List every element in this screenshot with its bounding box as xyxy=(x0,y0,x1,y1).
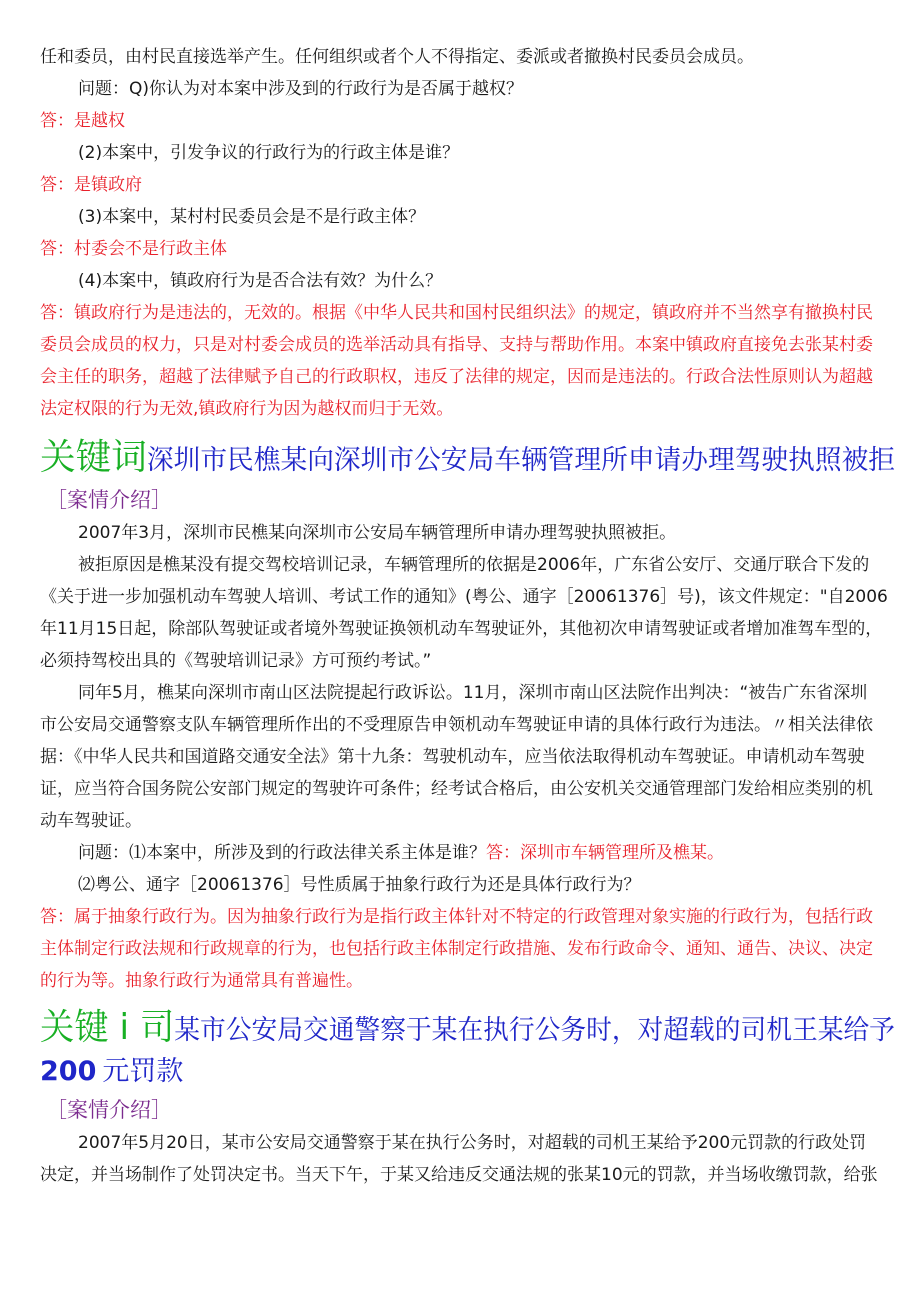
paragraph-line: 决定，并当场制作了处罚决定书。当天下午，于某又给违反交通法规的张某10元的罚款，并当场收缴罚款，给张 xyxy=(40,1165,878,1185)
paragraph-line: 动车驾驶证。 xyxy=(40,811,142,831)
section-title: 某市公安局交通警察于某在执行公务时，对超载的司机王某给予 xyxy=(174,1015,895,1046)
keyword-label: 关键 i 司 xyxy=(40,1007,175,1048)
answer-4-line: 法定权限的行为无效,镇政府行为因为越权而归于无效。 xyxy=(40,399,454,419)
answer-line: 答：属于抽象行政行为。因为抽象行政行为是指行政主体针对不特定的行政管理对象实施的行政行为，包括行政 xyxy=(40,907,873,927)
paragraph-line: 被拒原因是樵某没有提交驾校培训记录，车辆管理所的依据是2006年，广东省公安厅、交通厅联合下发的 xyxy=(78,555,870,575)
section-title: 深圳市民樵某向深圳市公安局车辆管理所申请办理驾驶执照被拒 xyxy=(146,445,896,476)
section-heading xyxy=(40,1006,895,1056)
paragraph-line: 《关于进一步加强机动车驾驶人培训、考试工作的通知》(粤公、通字［20061376］号)，该文件规定："自2006 xyxy=(40,587,888,607)
answer-2: 答：是镇政府 xyxy=(40,175,142,195)
section-heading xyxy=(40,436,895,486)
paragraph-line: 市公安局交通警察支队车辆管理所作出的不受理原告申领机动车驾驶证申请的具体行政行为违法。〃相关法律依 xyxy=(40,715,873,735)
paragraph-line: 必须持驾校出具的《驾驶培训记录》方可预约考试。” xyxy=(40,651,432,671)
keyword-label: 关键词 xyxy=(40,437,147,478)
paragraph-line: 据：《中华人民共和国道路交通安全法》第十九条：驾驶机动车，应当依法取得机动车驾驶证。申请机动车驾驶 xyxy=(40,747,865,767)
fine-amount: 200 xyxy=(40,1056,97,1087)
paragraph-line: 任和委员，由村民直接选举产生。任何组织或者个人不得指定、委派或者撤换村民委员会成员。 xyxy=(40,47,754,67)
question-2: (2)本案中，引发争议的行政行为的行政主体是谁？ xyxy=(78,143,460,163)
question-3: (3)本案中，某村村民委员会是不是行政主体？ xyxy=(78,207,426,227)
answer-4-line: 答：镇政府行为是违法的，无效的。根据《中华人民共和国村民组织法》的规定，镇政府并不当然享有撤换村民 xyxy=(40,303,873,323)
paragraph-line: 2007年5月20日，某市公安局交通警察于某在执行公务时，对超载的司机王某给予200元罚款的行政处罚 xyxy=(78,1133,867,1153)
question-line xyxy=(78,842,724,864)
answer-inline: 答：深圳市车辆管理所及樵某。 xyxy=(486,843,724,863)
answer-line: 主体制定行政法规和行政规章的行为，也包括行政主体制定行政措施、发布行政命令、通知、通告、决议、决定 xyxy=(40,939,873,959)
question-4: (4)本案中，镇政府行为是否合法有效？为什么？ xyxy=(78,271,443,291)
paragraph-line: 2007年3月，深圳市民樵某向深圳市公安局车辆管理所申请办理驾驶执照被拒。 xyxy=(78,523,677,543)
question-1: 问题：Q)你认为对本案中涉及到的行政行为是否属于越权？ xyxy=(78,79,524,99)
paragraph-line: 同年5月，樵某向深圳市南山区法院提起行政诉讼。11月，深圳市南山区法院作出判决：“被告广东省深圳 xyxy=(78,683,868,703)
answer-4-line: 委员会成员的权力，只是对村委会成员的选举活动具有指导、支持与帮助作用。本案中镇政府直接免去张某村委 xyxy=(40,335,873,355)
case-intro-label: ［案情介绍］ xyxy=(46,488,172,512)
paragraph-line: 证，应当符合国务院公安部门规定的驾驶许可条件；经考试合格后，由公安机关交通管理部门发给相应类别的机 xyxy=(40,779,873,799)
answer-1: 答：是越权 xyxy=(40,111,125,131)
answer-line: 的行为等。抽象行政行为通常具有普遍性。 xyxy=(40,971,363,991)
question-text: 问题：⑴本案中，所涉及到的行政法律关系主体是谁？ xyxy=(78,843,486,863)
section-title-tail: 元罚款 xyxy=(102,1056,184,1087)
case-intro-label: ［案情介绍］ xyxy=(46,1098,172,1122)
section-heading-cont xyxy=(40,1050,183,1097)
answer-3: 答：村委会不是行政主体 xyxy=(40,239,227,259)
question-line: ⑵粤公、通字［20061376］号性质属于抽象行政行为还是具体行政行为？ xyxy=(78,875,641,895)
answer-4-line: 会主任的职务，超越了法律赋予自己的行政职权，违反了法律的规定，因而是违法的。行政合法性原则认为超越 xyxy=(40,367,873,387)
paragraph-line: 年11月15日起，除部队驾驶证或者境外驾驶证换领机动车驾驶证外，其他初次申请驾驶证或者增加准驾车型的， xyxy=(40,619,883,639)
